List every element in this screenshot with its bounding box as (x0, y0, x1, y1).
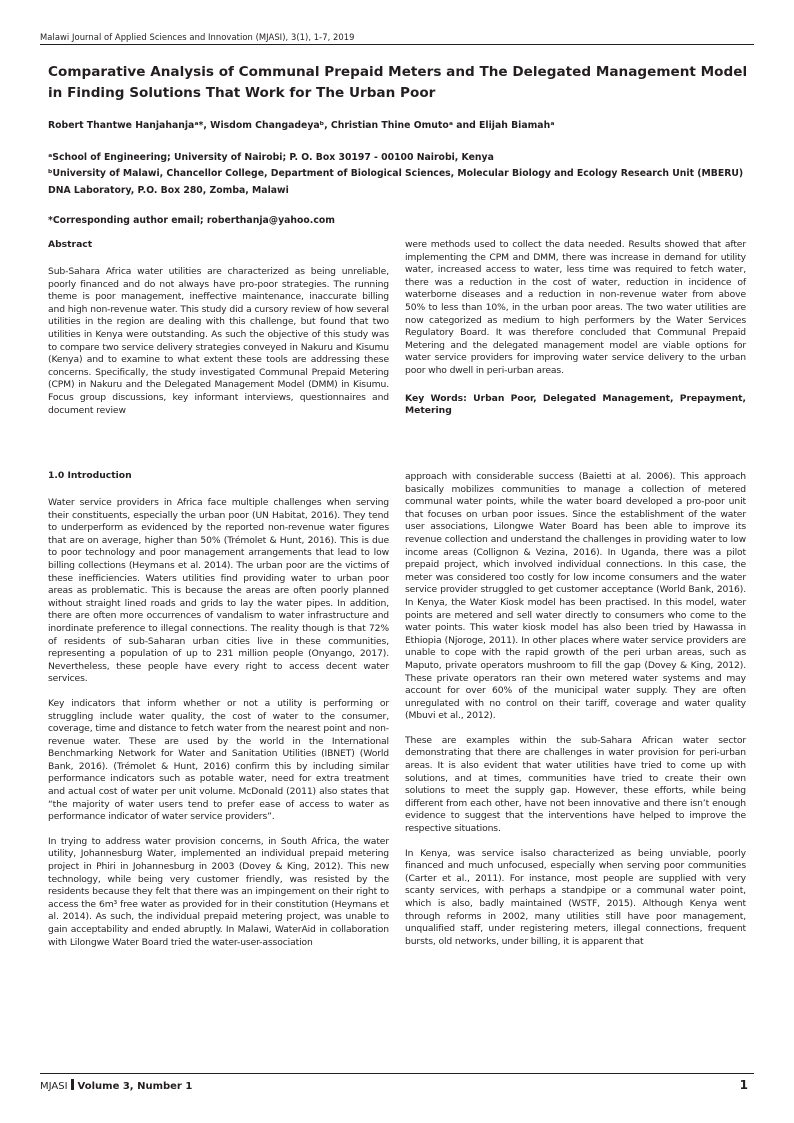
intro-paragraph-3: In trying to address water provision concerns, in South Africa, the water utility, Johannesburg Water, implemented an individual prepaid metering project in Phiri in Johannesburg in 2003 (Dovey & King, 2012). This new technology, while being very customer friendly, was resisted by the residents because they felt that there was an impingement on their right to access the 6m³ free water as provided for in their constitution (Heymans et al. 2014). As such, the individual prepaid metering project, was unable to gain acceptability and ended abruptly. In Malawi, WaterAid in collaboration with Lilongwe Water Board tried the water-user-association (48, 835, 389, 948)
header-rule (40, 44, 754, 45)
intro-paragraph-5: These are examples within the sub-Sahara African water sector demonstrating that there are challenges in water provision for peri-urban areas. It is also evident that water utilities have tried to come up with solutions, and at times, communities have tried to create their own solutions to meet the supply gap. However, these efforts, while being different from each other, have not been innovative and there isn’t enough evidence to suggest that the interventions have helped to improve the respective situations. (405, 734, 746, 835)
keywords: Key Words: Urban Poor, Delegated Management, Prepayment, Metering (405, 392, 746, 417)
author-list: Robert Thantwe Hanjahanjaᵃ*, Wisdom Changadeyaᵇ, Christian Thine Omutoᵃ and Elijah Biamahᵃ (48, 120, 555, 131)
section-heading-introduction: 1.0 Introduction (48, 470, 132, 481)
footer-rule (40, 1073, 754, 1074)
intro-paragraph-1: Water service providers in Africa face multiple challenges when serving their constituents, especially the urban poor (UN Habitat, 2016). They tend to underperform as evidenced by the reported non-revenue water figures that are on average, higher than 50% (Trémolet & Hunt, 2016). This is due to poor technology and poor management arrangements that lead to low billing collections (Heymans et al. 2014). The urban poor are the victims of these inefficiencies. Waters utilities find providing water to urban poor areas as problematic. This is because the areas are often poorly planned without straight lined roads and grids to lay the water pipes. In addition, there are often more occurrences of vandalism to water infrastructure and inordinate preference to illegal connections. The reality though is that 72% of residents of sub-Saharan urban cities live in these communities, representing a population of up to 231 million people (Onyango, 2017). Nevertheless, these people have every right to access decent water services. (48, 497, 389, 685)
intro-paragraph-6: In Kenya, was service isalso characterized as being unviable, poorly financed and much unfocused, especially when serving poor communities (Carter et al., 2011). For instance, most people are supplied with very scanty services, with perhaps a standpipe or a communal water point, which is also, badly maintained (WSTF, 2015). Although Kenya went through reforms in 2002, many utilities still have poor management, unqualified staff, under registering meters, illegal connections, frequent bursts, old networks, under billing, it is apparent that (405, 847, 746, 947)
page-number: 1 (739, 1078, 748, 1092)
intro-paragraph-2: Key indicators that inform whether or not a utility is performing or struggling include water quality, the cost of water to the consumer, coverage, time and distance to fetch water from the nearest point and non-revenue water. These are used by the world in the International Benchmarking Network for Water and Sanitation Utilities (IBNET) (World Bank, 2016). (Trémolet & Hunt, 2016) confirm this by including similar performance indicators such as potable water, need for extra treatment and actual cost of water per unit volume. McDonald (2011) also states that “the majority of water users tend to prefer ease of access to water as performance indicator of water service providers”. (48, 697, 389, 823)
intro-right-column (405, 471, 746, 948)
footer-separator (71, 1079, 74, 1090)
footer-volume: Volume 3, Number 1 (77, 1081, 193, 1092)
affiliation-a: ᵃSchool of Engineering; University of Nairobi; P. O. Box 30197 - 00100 Nairobi, Kenya (48, 152, 494, 163)
intro-left-column (48, 470, 389, 949)
running-head: Malawi Journal of Applied Sciences and Innovation (MJASI), 3(1), 1-7, 2019 (40, 32, 355, 42)
abstract-right-column (405, 239, 746, 418)
footer-journal-info (40, 1079, 192, 1092)
paper-title: Comparative Analysis of Communal Prepaid Meters and The Delegated Management Model in Finding Solutions That Work for The Urban Poor (48, 64, 748, 101)
affiliation-b: ᵇUniversity of Malawi, Chancellor College, Department of Biological Sciences, Molecular Biology and Ecology Research Unit (MBERU) DNA Laboratory, P.O. Box 280, Zomba, Malawi (48, 168, 744, 196)
footer-journal: MJASI (40, 1081, 68, 1092)
intro-paragraph-4: approach with considerable success (Baietti at al. 2006). This approach basically mobilizes communities to manage a collection of metered communal water points, while the water board developed a pro-poor unit that focuses on urban poor issues. Since the establishment of the water user associations, Lilongwe Water Board has been able to improve its revenue collection and understand the challenges in providing water to low income areas (Collignon & Vezina, 2016). In Uganda, there was a pilot prepaid project, which involved individual connections. In this case, the meter was considered too costly for low income consumers and the water service provider struggled to get customer acceptance (World Bank, 2016). In Kenya, the Water Kiosk model has been practised. In this model, water points are metered and sell water directly to consumers who come to the water points. This water kiosk model has also been tried by Hawassa in Ethiopia (Njoroge, 2011). In other places where water service providers are unable to cope with the rapid growth of the peri urban areas, such as Maputo, private operators mushroom to fill the gap (Dovey & King, 2012). These private operators ran their own metered water systems and may account for over 60% of the municipal water supply. They are often unregulated with no control on their tariff, coverage and water quality (Mbuvi et al., 2012). (405, 471, 746, 722)
abstract-text-left: Sub-Sahara Africa water utilities are characterized as being unreliable, poorly financed and do not always have pro-poor strategies. The running theme is poor management, ineffective maintenance, inaccurate billing and high non-revenue water. This study did a cursory review of how several utilities in the region are dealing with this challenge, but found that two utilities in Kenya were outstanding. As such the objective of this study was to compare two service delivery strategies conveyed in Nakuru and Kisumu (Kenya) and to examine to what extent these tools are addressing these concerns. Specifically, the study investigated Communal Prepaid Metering (CPM) in Nakuru and the Delegated Management Model (DMM) in Kisumu. Focus group discussions, key informant interviews, questionnaires and document review (48, 266, 389, 416)
corresponding-author: *Corresponding author email; roberthanja@yahoo.com (48, 215, 335, 226)
abstract-heading: Abstract (48, 239, 93, 250)
abstract-text-right: were methods used to collect the data needed. Results showed that after implementing the CPM and DMM, there was increase in demand for utility water, increased access to water, less time was required to fetch water, there was a reduction in the cost of water, reduction in incidence of waterborne diseases and a reduction in non-revenue water from above 50% to less than 10%, in the urban poor areas. The two water utilities are now categorized as medium to high performers by the Water Services Regulatory Board. It was therefore concluded that Communal Prepaid Metering and the delegated management model are viable options for water service providers for improving water service delivery to the urban poor who dwell in peri-urban areas. (405, 239, 746, 376)
abstract-left-column (48, 239, 389, 417)
